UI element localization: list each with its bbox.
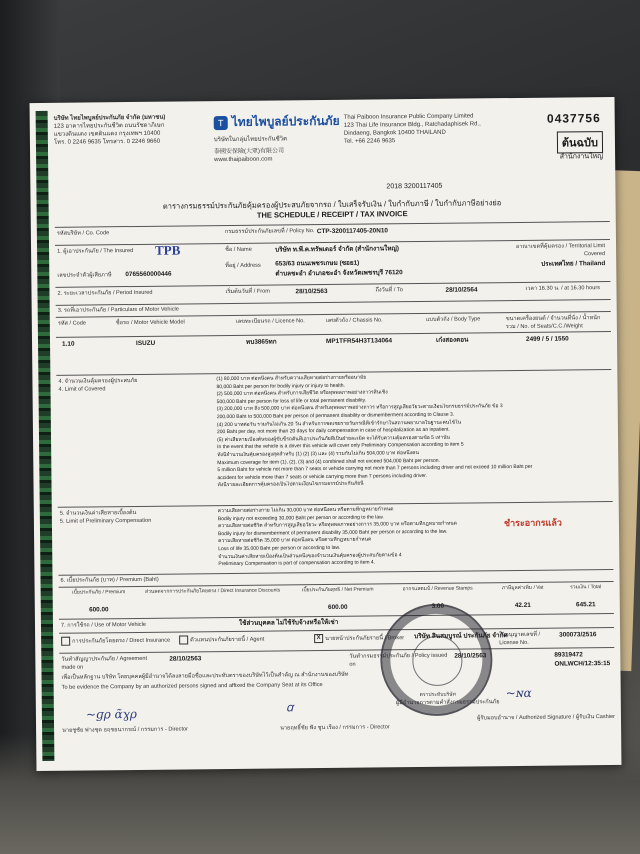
preliminary-line: จำนวนเงินค่าเสียหายเบื้องต้นเป็นส่วนหนึ่งของจำนวนเงินคุ้มครองผู้ประสบภัยตามข้อ 4 [218, 551, 402, 560]
channel-agent: ตัวแทนประกันภัยรายนี้ / Agent [179, 634, 289, 644]
insured-name: บริษัท ท.พี.ค.ทรัพเตอร์ จำกัด (สำนักงานใหญ่) [275, 245, 400, 254]
coverage-line: Maximum coverage for item (1), (2), (3) and (4) combined shall not exceed 504,000 Baht per person. [217, 457, 440, 466]
premium-header-cell: อากรแสตมป์ / Revenue Stamps [402, 585, 473, 593]
premium-header-cell: เบี้ยประกันภัย / Premium [72, 589, 126, 596]
signature-cashier: ~ɴɑ [505, 685, 532, 701]
signature-director-2: ꭤ [285, 700, 294, 715]
document-number: 0437756 [546, 111, 601, 126]
premium-header-cell: เบี้ยประกันภัยสุทธิ / Net Premium [301, 586, 374, 594]
premium-header-cell: ภาษีมูลค่าเพิ่ม / Vat [501, 584, 544, 592]
seal-footer-text: ผู้มีอำนาจการตามคำสั่งกรมธรรม์ประกันภัย [395, 699, 500, 707]
preliminary-section: 5. จำนวนเงินค่าเสียหายเบื้องต้น 5. Limit of Preliminary Compensation ความเสียหายต่อร่างกาย ไม่เกิน 30,000 บาท ต่อหนึ่งคน หรือตามที่กฎหมายกำหนด Bodily injury not exceeding 30,000 Baht per person or according to the law. ความเสียหายต่อชีวิต สำหรับการสูญเสียอวัยวะ หรือทุพพลภาพอย่างถาวร 35,000 บาท หรือตามที่กฎหมายกำหนด Bodily injury for dismemberment of permanent disability 35,000 Baht per person or according to the law. ความเสียหายต่อชีวิต 35,000 บาท ต่อหนึ่งคน หรือตามที่กฎหมายกำหนด Loss of life 35,000 Baht per person or according to law. จำนวนเงินค่าเสียหายเบื้องต้นเป็นส่วนหนึ่งของจำนวนเงินคุ้มครองผู้ประสบภัยตามข้อ 4 Preliminary Compensation is part of compensation according to item 4. [58, 501, 614, 574]
agent-checkbox [179, 635, 188, 644]
premium-value-cell [139, 604, 287, 606]
insured-address-1: 653/63 ถนนเพชรเกษม (ซอย1) [275, 259, 360, 268]
preliminary-line: Bodily injury not exceeding 30,000 Baht per person or according to the law. [217, 513, 384, 522]
coverage-line: (2) 500,000 บาท ต่อหนึ่งคน สำหรับการเสียชีวิต หรือทุพพลภาพอย่างถาวรสิ้นเชิง [216, 389, 388, 398]
channel-row: การประกันภัยโดยตรง / Direct Insurance ตัวแทนประกันภัยรายนี้ / Agent X นายหน้าประกันภัยรายนี้ / Broker บริษัท สินสมบูรณ์ ประกันภัย จำกัด ใบอนุญาตเลขที่ / License No. 300073/2516 [59, 627, 614, 652]
vehicle-value-row: 1.10 ISUZU ทบ3865ทก MP1TFR54H3T134064 เก๋งสองตอน 2499 / 5 / 1550 [56, 331, 611, 352]
seal-emblem [412, 636, 463, 687]
company-address-en: Thai Paiboon Insurance Public Company Limited 123 Thai Life Insurance Bldg., Ratchadaphisek Rd., Dindaeng, Bangkok 10400 THAILAND Tel. +66 2246 9635 [343, 113, 481, 145]
document-title: ตารางกรมธรรม์ประกันภัยคุ้มครองผู้ประสบภัยจากรถ / ใบเสร็จรับเงิน / ใบกำกับภาษี / ใบกำกับภาษีอย่างย่อ THE SCHEDULE / RECEIPT / TAX INVOICE [162, 198, 502, 220]
period-to: 28/10/2564 [445, 286, 478, 294]
company-logo-icon: T [214, 116, 228, 130]
coverage-line: ทั้งนี้รายละเอียดการคุ้มครองเป็นไปตามเงื่อนไขกรมธรรม์ประกันภัยนี้ [217, 480, 364, 489]
coverage-line: ทั้งนี้จำนวนเงินคุ้มครองสูงสุดสำหรับ (1) (2) (3) และ (4) รวมกันไม่เกิน 504,000 บาท ต่อหนึ่งคน [217, 449, 419, 459]
broker-checkbox: X [314, 634, 323, 643]
paid-stamp: ชำระอากรแล้ว [503, 517, 562, 529]
coverage-line: 500,000 Baht per person for loss of life or total permanent disability. [216, 397, 367, 405]
insurance-document [30, 97, 622, 771]
preliminary-line: ความเสียหายต่อร่างกาย ไม่เกิน 30,000 บาท ต่อหนึ่งคน หรือตามที่กฎหมายกำหนด [217, 506, 394, 515]
premium-label-row: 6. เบี้ยประกันภัย (บาท) / Premium (Baht) [58, 569, 613, 586]
premium-value-cell: 600.00 [327, 603, 348, 611]
preliminary-lines [218, 505, 519, 569]
agreement-row: วันทำสัญญาประกันภัย / Agreement made on 28/10/2563 วันทำกรมธรรม์ประกันภัย / Policy issued on 28/10/2563 89319472 ONLWCH/12:35:15 เพื่อเป็นหลักฐาน บริษัท โดยบุคคลผู้มีอำนาจได้ลงลายมือชื่อและประทับตราของบริษัทไว้เป็นสำคัญ ณ สำนักงานของบริษัท To be evidence the Company by an authorized persons signed and affixed the Company Seat at its Office [59, 647, 614, 694]
company-logo: T ไทยไพบูลย์ประกันภัย บริษัทในกลุ่มไทยประกันชีวิต 泰國安保險(大眾)有限公司 www.thaipaiboon.com [213, 113, 340, 164]
vehicle-label-row: 3. รถที่เอาประกันภัย / Particulars of Motor Vehicle [56, 299, 611, 316]
period-from: 28/10/2563 [295, 287, 328, 296]
signature-director-1: ~ɡρ ɑ̃ɣρ [85, 706, 137, 722]
company-address-th: บริษัท ไทยไพบูลย์ประกันภัย จำกัด (มหาชน) 123 อาคารไทยประกันชีวิต ถนนรัชดาภิเษก แขวงดินแดง เขตดินแดง กรุงเทพฯ 10400 โทร. 0 2246 9635 โทรสาร. 0 2246 9660 [53, 114, 166, 146]
coverage-line: 200 Baht per day, not more than 20 days for daily compensation in case of hospitalization as an inpatient. [216, 426, 450, 436]
tax-id: 0765560000446 [125, 270, 172, 279]
broker-licence: 300073/2516 [559, 631, 597, 639]
head-office-label: สำนักงานใหญ่ [559, 153, 604, 161]
reference-1: 89319472 [554, 651, 583, 659]
coverage-lines [216, 372, 607, 490]
preliminary-line: Loss of life 35,000 Baht per person or according to law. [218, 544, 341, 553]
serial-number: 2018 3200117405 [386, 182, 443, 191]
coverage-section: 4. จำนวนเงินคุ้มครองผู้ประสบภัย 4. Limit of Covered (1) 80,000 บาท ต่อหนึ่งคน สำหรับความเสียหายต่อร่างกายหรืออนามัย 80,000 Baht per person for bodily injury or injury to health. (2) 500,000 บาท ต่อหนึ่งคน สำหรับการเสียชีวิต หรือทุพพลภาพอย่างถาวรสิ้นเชิง 500,000 Baht per person for loss of life or total permanent disability. (3) 200,000 บาท ถึง 500,000 บาท ต่อหนึ่งคน สำหรับทุพพลภาพอย่างถาวร หรือการสูญเสียอวัยวะตามเงื่อนไขกรมธรรม์ประกันภัย ข้อ 3 200,000 Baht to 500,000 Baht per person of permanent disability or dismemberment according to Clause 3. (4) 200 บาทต่อวัน รวมกันไม่เกิน 20 วัน สำหรับการชดเชยรายวันกรณีที่เข้ารักษาในสถานพยาบาลในฐานะคนไข้ใน 200 Baht per day, not more than 20 days for daily compensation in case of hospitalization as an inpatient. (5) ค่าเสียหายเบื้องต้นของผู้ขับขี่รถคันที่เอาประกันภัยที่เป็นฝ่ายละเมิด จะได้รับความคุ้มครองตามข้อ 5 เท่านั้น In the event that the vehicle is a driver this vehicle will cover only Preliminary Compensation according to item 5 ทั้งนี้จำนวนเงินคุ้มครองสูงสุดสำหรับ (1) (2) (3) และ (4) รวมกันไม่เกิน 504,000 บาท ต่อหนึ่งคน Maximum coverage for item (1), (2), (3) and (4) combined shall not exceed 504,000 Baht per person. 5 million Baht for vehicle not more than 7 seats or vehicle carrying not more than 7 persons including driver and not exceed 10 million Baht per accident for vehicle more than 7 seats or vehicle carrying more than 7 persons including driver. ทั้งนี้รายละเอียดการคุ้มครองเป็นไปตามเงื่อนไขกรมธรรม์ประกันภัยนี้ [56, 369, 612, 506]
reference-2: ONLWCH/12:35:15 [554, 660, 611, 668]
premium-header-cell: รวมเงิน / Total [570, 584, 602, 591]
policy-number: CTP-3200117405-20N10 [316, 227, 388, 236]
original-label: ต้นฉบับ [557, 131, 603, 153]
coverage-line: accident for vehicle more than 7 seats or vehicle carrying more than 7 persons including driver. [217, 472, 428, 481]
broker-name: บริษัท สินสมบูรณ์ ประกันภัย จำกัด [414, 632, 508, 641]
coverage-line: (4) 200 บาทต่อวัน รวมกันไม่เกิน 20 วัน สำหรับการชดเชยรายวันกรณีที่เข้ารักษาในสถานพยาบาลในฐานะคนไข้ใน [216, 419, 462, 428]
agent-code: TPB [154, 242, 181, 258]
document-header [54, 103, 610, 194]
premium-header-cell: ส่วนลดจากการประกันภัยโดยตรง / Direct Insurance Discounts [144, 587, 281, 595]
channel-broker: X นายหน้าประกันภัยรายนี้ / Broker [314, 633, 409, 643]
preliminary-line: Bodily injury for dismemberment of permanent disability 35,000 Baht per person or according to the law. [218, 528, 448, 537]
coverage-line: 80,000 Baht per person for bodily injury or injury to health. [216, 382, 345, 390]
period-row: 2. ระยะเวลาประกันภัย / Period Insured เริ่มต้นวันที่ / From 28/10/2563 ถึงวันที่ / To 28/10/2564 เวลา 16.30 น. / at 16.30 hours [55, 281, 610, 304]
usage-row: 7. การใช้รถ / Use of Motor Vehicle ใช้ส่วนบุคคล ไม่ใช้รับจ้างหรือให้เช่า [59, 613, 614, 632]
coverage-line: (1) 80,000 บาท ต่อหนึ่งคน สำหรับความเสียหายต่อร่างกายหรืออนามัย [216, 374, 367, 383]
agreement-date: 28/10/2563 [169, 655, 202, 663]
premium-value-cell: 600.00 [89, 606, 109, 614]
coverage-line: 200,000 Baht to 500,000 Baht per person of permanent disability or dismemberment according to Clause 3. [216, 411, 455, 421]
insured-row: 1. ผู้เอาประกันภัย / The Insured TPB เลขประจำตัวผู้เสียภาษี 0765560000446 ชื่อ / Name บริษัท ท.พี.ค.ทรัพเตอร์ จำกัด (สำนักงานใหญ่) ที่อยู่ / Address 653/63 ถนนเพชรเกษม (ซอย1) ตำบลชะอำ อำเภอชะอำ จังหวัดเพชรบุรี 76120 อาณาเขตที่คุ้มครอง / Territorial Limit Covered ประเทศไทย / Thailand [55, 239, 610, 286]
coverage-line: 5 million Baht for vehicle not more than 7 seats or vehicle carrying not more than 7 persons including driver and not exceed 10 million Baht per [217, 463, 533, 474]
company-seal: ตราประทับบริษัท [380, 603, 493, 716]
policy-row: รหัสบริษัท / Co. Code กรมธรรม์ประกันภัยเลขที่ / Policy No. CTP-3200117405-20N10 [55, 221, 610, 244]
premium-value-cell: 3.00 [431, 602, 445, 610]
vehicle-header-row: รหัส / Code ชื่อรถ / Motor Vehicle Model เลขทะเบียนรถ / Licence No. เลขตัวถัง / Chassis No. แบบตัวถัง / Body Type ขนาดเครื่องยนต์ / จำนวนที่นั่ง / น้ำหนักรวม / No. of Seats/C.C./Weight [56, 311, 611, 336]
issue-date: 28/10/2563 [454, 652, 487, 660]
territory: ประเทศไทย / Thailand [541, 260, 606, 268]
premium-table [59, 581, 614, 618]
insured-address-2: ตำบลชะอำ อำเภอชะอำ จังหวัดเพชรบุรี 76120 [275, 269, 403, 278]
premium-value-cell: 42.21 [514, 601, 531, 610]
coverage-line: (3) 200,000 บาท ถึง 500,000 บาท ต่อหนึ่งคน สำหรับทุพพลภาพอย่างถาวร หรือการสูญเสียอวัยวะตามเงื่อนไขกรมธรรม์ประกันภัย ข้อ 3 [216, 403, 503, 413]
direct-checkbox [61, 637, 70, 646]
coverage-line: In the event that the vehicle is a driver this vehicle will cover only Preliminary Compensation according to item 5 [217, 441, 464, 451]
channel-direct: การประกันภัยโดยตรง / Direct Insurance [61, 636, 171, 646]
security-strip [36, 111, 55, 761]
preliminary-line: Preliminary Compensation is part of compensation according to item 4. [218, 559, 376, 568]
signature-row: นายชูชัย ฟางชุด ธฤชธนากรณ์ / กรรมการ - Director นายฤทธิ์ชัย ฟัง ชูน เรือง / กรรมการ - Director ผู้รับมอบอำนาจ / Authorized Signature / ผู้รับเงิน Cashier [62, 713, 616, 734]
preliminary-line: ความเสียหายต่อชีวิต สำหรับการสูญเสียอวัยวะ หรือทุพพลภาพอย่างถาวร 35,000 บาท หรือตามที่กฎหมายกำหนด [217, 520, 457, 530]
usage-text: ใช้ส่วนบุคคล ไม่ใช้รับจ้างหรือให้เช่า [238, 618, 339, 627]
premium-value-cell: 645.21 [575, 601, 596, 609]
preliminary-line: ความเสียหายต่อชีวิต 35,000 บาท ต่อหนึ่งคน หรือตามที่กฎหมายกำหนด [218, 536, 372, 545]
coverage-line: (5) ค่าเสียหายเบื้องต้นของผู้ขับขี่รถคันที่เอาประกันภัยที่เป็นฝ่ายละเมิด จะได้รับความคุ้มครองตามข้อ 5 เท่านั้น [217, 434, 450, 443]
